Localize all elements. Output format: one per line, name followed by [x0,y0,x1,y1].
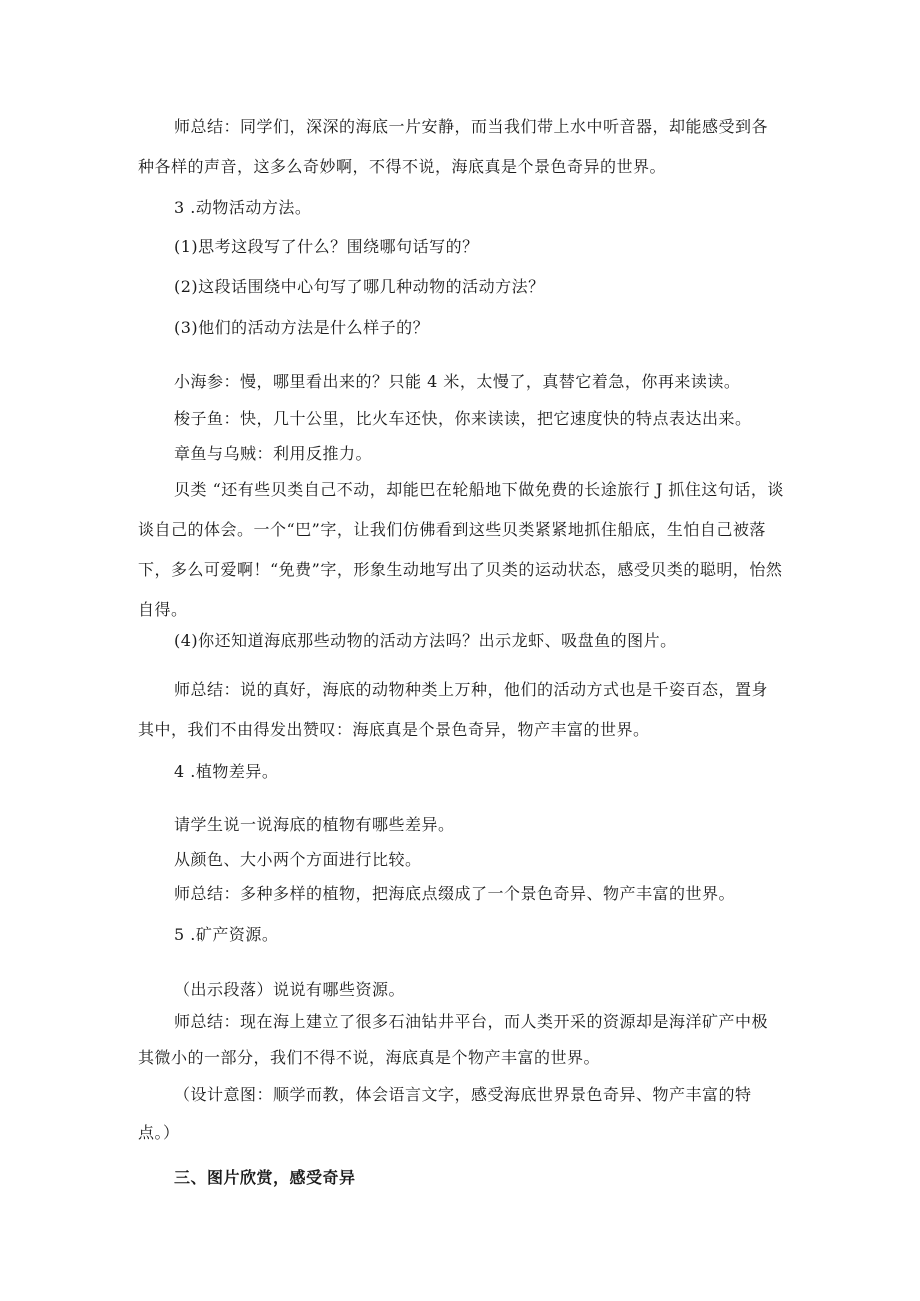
question-3: (3)他们的活动方法是什么样子的？ [174,318,430,337]
teacher-summary-2: 师总结：说的真好，海底的动物种类上万种，他们的活动方式也是千姿百态，置身其中，我们不由得发出赞叹：海底真是个景色奇异，物产丰富的世界。 [138,680,769,739]
shellfish-paragraph: 贝类 “还有些贝类自己不动，却能巴在轮船地下做免费的长途旅行 J 抓住这句话，谈谈自己的体会。一个“巴”字，让我们仿佛看到这些贝类紧紧地抓住船底，生怕自己被落下，多么可爱啊！“免费”字，形象生动地写出了贝类的运动状态，感受贝类的聪明，怡然自得。 [138,480,784,619]
sea-cucumber-note: 小海参：慢，哪里看出来的？只能 4 米，太慢了，真替它着急，你再来读读。 [174,372,741,391]
question-2: (2)这段话围绕中心句写了哪几种动物的活动方法？ [174,277,545,296]
teacher-summary-3: 师总结：多种多样的植物，把海底点缀成了一个景色奇异、物产丰富的世界。 [174,884,736,903]
teacher-summary-1: 师总结：同学们，深深的海底一片安静，而当我们带上水中听音器，却能感受到各种各样的声音，这多么奇妙啊，不得不说，海底真是个景色奇异的世界。 [138,117,769,176]
shuttle-fish-note: 梭子鱼：快，几十公里，比火车还快，你来读读，把它速度快的特点表达出来。 [174,409,752,428]
resources-line-1: （出示段落）说说有哪些资源。 [174,980,406,999]
section-3-title: 3 .动物活动方法。 [174,198,312,217]
section-three-heading: 三、图片欣赏，感受奇异 [174,1168,356,1187]
design-intent: （设计意图：顺学而教，体会语言文字，感受海底世界景色奇异、物产丰富的特点。） [138,1085,752,1142]
octopus-note: 章鱼与乌贼：利用反推力。 [174,444,373,463]
teacher-summary-4: 师总结：现在海上建立了很多石油钻井平台，而人类开采的资源却是海洋矿产中极其微小的一部分，我们不得不说，海底真是个物产丰富的世界。 [138,1012,769,1067]
plants-line-1: 请学生说一说海底的植物有哪些差异。 [174,815,455,834]
question-1: (1)思考这段写了什么？围绕哪句话写的？ [174,237,479,256]
section-5-title: 5 .矿产资源。 [174,925,279,944]
plants-line-2: 从颜色、大小两个方面进行比较。 [174,850,422,869]
section-4-title: 4 .植物差异。 [174,762,279,781]
question-4: (4)你还知道海底那些动物的活动方法吗？出示龙虾、吸盘鱼的图片。 [174,631,677,650]
